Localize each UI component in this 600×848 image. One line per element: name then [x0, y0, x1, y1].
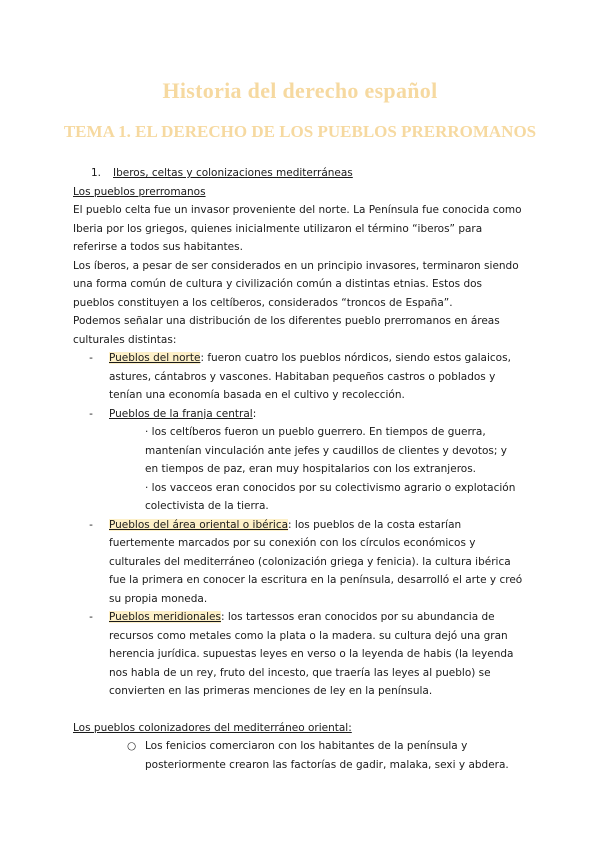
document-body	[73, 164, 523, 774]
paragraph-2: Los íberos, a pesar de ser considerados en un principio invasores, terminaron siendo una forma común de cultura y civilización común a distintas etnias. Estos dos pueblos constituyen a los celtíberos, considerados “troncos de España”.	[73, 259, 519, 309]
sub-item-vacceos: · los vacceos eran conocidos por su colectivismo agrario o explotación colectivista de la tierra.	[145, 481, 516, 512]
paragraph-3: Podemos señalar una distribución de los diferentes pueblo prerromanos en áreas culturales distintas:	[73, 315, 500, 346]
text-pueblos-central: :	[252, 407, 257, 420]
circle-bullet-icon: ○	[127, 740, 137, 752]
list-item-oriental	[73, 516, 523, 609]
label-pueblos-norte: Pueblos del norte	[109, 352, 201, 364]
section-number: 1.	[91, 167, 102, 179]
subheading-colonizadores: Los pueblos colonizadores del mediterráneo oriental:	[73, 721, 352, 734]
list-item-meridionales	[73, 608, 523, 701]
list-item-fenicios	[73, 737, 523, 774]
text-pueblos-oriental: : los pueblos de la costa estarían fuertemente marcados por su conexión con los círculos económicos y culturales del mediterráneo (colonización griega y fenicia). la cultura ibérica fue la primera en conocer la escritura en la península, desarrolló el arte y creó su propia moneda.	[109, 518, 523, 605]
dash-marker: -	[89, 352, 93, 364]
dash-marker: -	[89, 518, 93, 531]
document-subtitle: TEMA 1. EL DERECHO DE LOS PUEBLOS PRERROMANOS	[63, 122, 537, 141]
document-title: Historia del derecho español	[162, 78, 438, 103]
spacer	[73, 701, 523, 719]
sub-item-celtiberos: · los celtíberos fueron un pueblo guerrero. En tiempos de guerra, mantenían vinculación ante jefes y caudillos de clientes y devotos; y en tiempos de paz, eran muy hospitalarios con los extranjeros.	[145, 426, 507, 475]
section-heading-text: Iberos, celtas y colonizaciones mediterráneas	[113, 167, 353, 179]
label-pueblos-oriental: Pueblos del área oriental o ibérica	[109, 518, 289, 531]
list-item-central	[73, 405, 523, 424]
subheading-prerromanos: Los pueblos prerromanos	[73, 185, 206, 198]
section-heading	[73, 164, 523, 183]
dash-marker: -	[89, 611, 93, 623]
paragraph-1: El pueblo celta fue un invasor proveniente del norte. La Península fue conocida como Iberia por los griegos, quienes inicialmente utilizaron el término “iberos” para referirse a todos sus habitantes.	[73, 204, 522, 253]
text-pueblos-norte: : fueron cuatro los pueblos nórdicos, siendo estos galaicos, astures, cántabros y vascones. Habitaban pequeños castros o poblados y tenían una economía basada en el cultivo y recolección.	[109, 352, 511, 401]
text-pueblos-meridionales: : los tartessos eran conocidos por su abundancia de recursos como metales como la plata o la madera. su cultura dejó una gran herencia jurídica. supuestas leyes en verso o la leyenda de habis (la leyenda nos habla de un rey, fruto del incesto, que traería las leyes al pueblo) se convierten en las primeras menciones de ley en la península.	[109, 611, 514, 697]
list-item-norte	[73, 349, 523, 405]
label-pueblos-meridionales: Pueblos meridionales	[109, 611, 221, 623]
label-pueblos-central: Pueblos de la franja central	[109, 407, 253, 420]
text-fenicios: Los fenicios comerciaron con los habitantes de la península y posteriormente crearon las factorías de gadir, malaka, sexi y abdera.	[145, 740, 509, 771]
dash-marker: -	[89, 407, 93, 420]
